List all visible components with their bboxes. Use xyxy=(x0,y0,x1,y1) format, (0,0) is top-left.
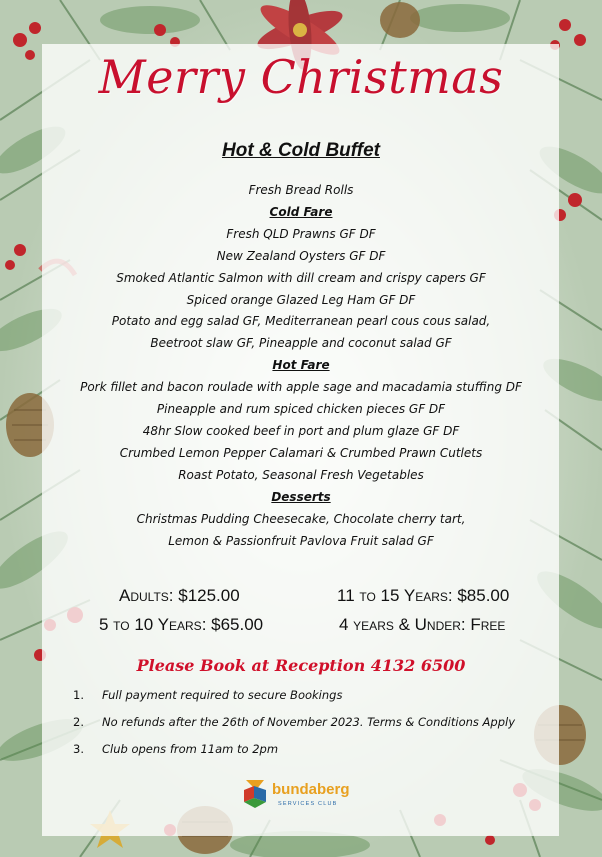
term-item xyxy=(73,688,553,715)
menu-item: Smoked Atlantic Salmon with dill cream and crispy capers GF xyxy=(116,270,486,285)
term-text: Club opens from 11am to 2pm xyxy=(102,742,279,756)
term-number: 1. xyxy=(73,688,84,702)
club-logo xyxy=(240,774,360,814)
price-adults: Adults: $125.00 xyxy=(119,586,240,605)
menu-item: 48hr Slow cooked beef in port and plum glaze GF DF xyxy=(142,423,460,438)
price-11-15: 11 to 15 Years: $85.00 xyxy=(337,586,510,605)
menu-item: Christmas Pudding Cheesecake, Chocolate cherry tart, xyxy=(136,511,466,526)
menu-item: Pork fillet and bacon roulade with apple sage and macadamia stuffing DF xyxy=(80,380,522,395)
menu-list xyxy=(44,180,558,552)
booking-line: Please Book at Reception 4132 6500 xyxy=(136,656,466,675)
club-logo-name: bundaberg xyxy=(272,781,350,798)
club-logo-tagline: SERVICES CLUB xyxy=(278,801,338,807)
menu-intro: Fresh Bread Rolls xyxy=(248,183,354,197)
term-number: 2. xyxy=(73,715,84,729)
cold-fare-heading: Cold Fare xyxy=(269,204,333,219)
page-title: Merry Christmas xyxy=(98,50,504,104)
term-text: Full payment required to secure Bookings xyxy=(102,688,343,702)
price-5-10: 5 to 10 Years: $65.00 xyxy=(99,615,264,634)
hot-fare-heading: Hot Fare xyxy=(272,358,330,373)
term-item xyxy=(73,742,553,769)
menu-item: Beetroot slaw GF, Pineapple and coconut salad GF xyxy=(150,336,452,351)
term-text: No refunds after the 26th of November 2023. Terms & Conditions Apply xyxy=(102,715,516,729)
term-number: 3. xyxy=(73,742,84,756)
menu-item: Potato and egg salad GF, Mediterranean pearl cous cous salad, xyxy=(111,314,491,329)
club-logo-mark-icon xyxy=(242,776,268,810)
terms-list xyxy=(73,688,553,769)
buffet-subtitle: Hot & Cold Buffet xyxy=(222,140,380,161)
menu-item: Crumbed Lemon Pepper Calamari & Crumbed Prawn Cutlets xyxy=(119,445,483,460)
menu-item: Roast Potato, Seasonal Fresh Vegetables xyxy=(178,467,424,482)
menu-item: Spiced orange Glazed Leg Ham GF DF xyxy=(186,292,416,307)
term-item xyxy=(73,715,553,742)
menu-item: New Zealand Oysters GF DF xyxy=(216,248,386,263)
menu-item: Pineapple and rum spiced chicken pieces GF DF xyxy=(156,402,446,417)
price-4-under: 4 years & Under: Free xyxy=(339,615,506,634)
menu-item: Fresh QLD Prawns GF DF xyxy=(226,226,376,241)
desserts-heading: Desserts xyxy=(271,489,331,504)
menu-item: Lemon & Passionfruit Pavlova Fruit salad GF xyxy=(168,533,434,548)
